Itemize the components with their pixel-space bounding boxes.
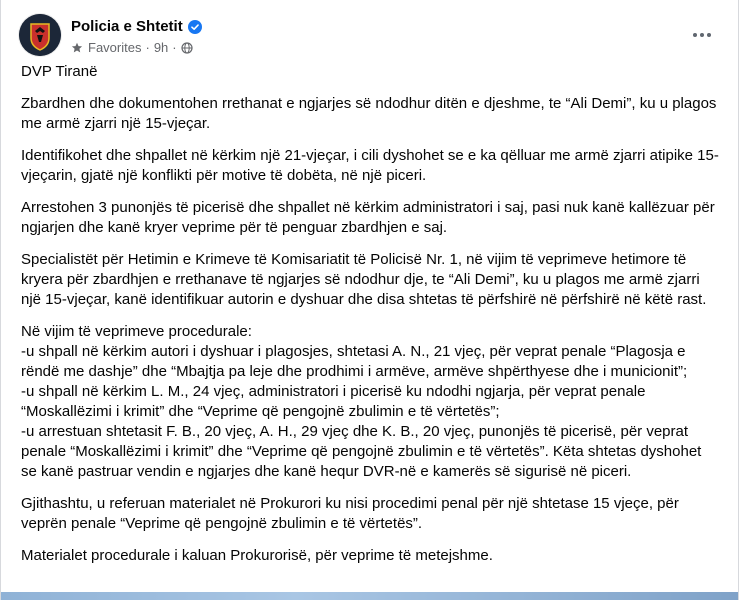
procedural-item: -u shpall në kërkim L. M., 24 vjeç, administratori i picerisë ku ndodhi ngjarja, për veprat penale “Moskallëzimi i krimit” dhe “Veprime që pengojnë zbulimin e të vërtetës”; bbox=[21, 383, 646, 420]
attached-image-preview[interactable] bbox=[1, 592, 738, 600]
page-name-row bbox=[71, 18, 202, 35]
dot bbox=[707, 33, 711, 37]
procedural-item: -u shpall në kërkim autori i dyshuar i plagosjes, shtetasi A. N., 21 vjeç, për veprat penale “Plagosja e rëndë me dashje” dhe “Mbajtja pa leje dhe prodhimi i armëve, armëve shpërthyese dhe i municionit”; bbox=[21, 343, 688, 380]
page-name[interactable]: Policia e Shtetit bbox=[71, 18, 183, 35]
post-paragraph: Zbardhen dhe dokumentohen rrethanat e ngjarjes së ndodhur ditën e djeshme, te “Ali Demi”, ku u plagos me armë zjarri një 15-vjeçar. bbox=[21, 95, 717, 132]
meta-separator: · bbox=[145, 40, 150, 55]
audience-label[interactable]: Favorites bbox=[88, 40, 142, 55]
page-avatar[interactable] bbox=[19, 14, 61, 56]
post-paragraph: Identifikohet dhe shpallet në kërkim një 21-vjeçar, i cili dyshohet se e ka qëlluar me armë zjarri atipike 15-vjeçarin, gjatë një konflikti për motive të dobëta, në një piceri. bbox=[21, 147, 719, 184]
post-time[interactable]: 9h bbox=[153, 40, 169, 55]
verified-badge-icon bbox=[188, 20, 202, 34]
post-header bbox=[19, 14, 720, 60]
post-meta bbox=[71, 40, 193, 55]
police-emblem-icon bbox=[19, 14, 61, 56]
post-paragraph: Specialistët për Hetimin e Krimeve të Komisariatit të Policisë Nr. 1, në vijim të veprimeve hetimore të kryera për zbardhjen e rrethanave të ngjarjes së ndodhur dje, te “Ali Demi”, ku u plagos me armë zjarri një 15-vjeçar, kanë identifikuar autorin e dyshuar dhe disa shtetas të përfshirë në përfshirë në këtë rast. bbox=[21, 251, 707, 308]
post-paragraph: DVP Tiranë bbox=[21, 63, 98, 80]
dot bbox=[693, 33, 697, 37]
post-text bbox=[21, 62, 721, 578]
dot bbox=[700, 33, 704, 37]
post-paragraph: Materialet procedurale i kaluan Prokurorisë, për veprime të metejshme. bbox=[21, 547, 493, 564]
procedural-intro: Në vijim të veprimeve procedurale: bbox=[21, 323, 252, 340]
star-icon bbox=[71, 42, 83, 54]
post-paragraph: Arrestohen 3 punonjës të picerisë dhe shpallet në kërkim administratori i saj, pasi nuk kanë kallëzuar për ngjarjen dhe kanë kryer veprime për të penguar zbardhjen e saj. bbox=[21, 199, 715, 236]
meta-separator-2: · bbox=[172, 40, 177, 55]
procedural-item: -u arrestuan shtetasit F. B., 20 vjeç, A. H., 29 vjeç dhe K. B., 20 vjeç, punonjës të picerisë, për veprat penale “Moskallëzimi i krimit” dhe “Veprime që pengojnë zbulimin e të vërtetës”. Këta shtetas dyshohet se kanë pastruar vendin e ngjarjes dhe kanë hequr DVR-në e kamerës së sigurisë në piceri. bbox=[21, 423, 702, 480]
post-paragraph: Gjithashtu, u referuan materialet në Prokurori ku nisi procedimi penal për një shtetase 15 vjeçe, për veprën penale “Veprime që pengojnë zbulimin e të vërtetës”. bbox=[21, 495, 679, 532]
globe-icon bbox=[181, 42, 193, 54]
procedural-section bbox=[21, 322, 721, 482]
more-options-button[interactable] bbox=[684, 20, 720, 50]
